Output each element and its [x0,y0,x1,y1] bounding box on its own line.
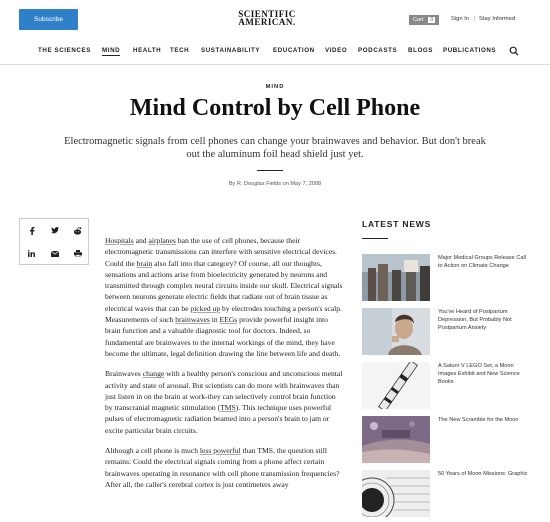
news-thumbnail-woman[interactable] [362,308,430,355]
text-run: Brainwaves [105,369,143,379]
nav-item-health[interactable]: HEALTH [133,47,162,54]
article-body [105,235,345,499]
text-run: and [133,236,149,245]
email-share-button[interactable] [43,242,66,265]
news-headline[interactable]: Major Medical Groups Release Call to Action on Climate Change [438,255,526,269]
nav-item-the-sciences[interactable]: THE SCIENCES [38,47,91,54]
article-kicker[interactable]: MIND [265,84,285,90]
text-run: by electrodes touching a person's scalp. Measurements of such [105,303,342,325]
article-byline: By R. Douglas Fields on May 7, 2008 [228,181,322,187]
nav-item-education[interactable]: EDUCATION [273,47,315,54]
nav-item-sustainability[interactable]: SUSTAINABILITY [201,47,261,54]
print-button[interactable] [66,242,89,265]
title-divider [257,170,283,171]
news-headline[interactable]: The New Scramble for the Moon [438,417,519,423]
nav-item-publications[interactable]: PUBLICATIONS [443,47,497,54]
print-icon [74,250,82,257]
nav-item-tech[interactable]: TECH [170,47,190,54]
text-run: than TMS, the question still remains: Could the electrical signals coming from a phone affect certain brainwaves operating in resonance with cell phone transmission frequencies? After all, the caller's cerebral cortex is just centimeters away [105,446,340,489]
article-paragraph [105,235,345,359]
email-icon [51,251,59,257]
link-change[interactable]: change [142,369,165,379]
separator: | [474,16,476,22]
article-title: Mind Control by Cell Phone [129,95,421,121]
link-airplanes[interactable]: airplanes [148,236,176,245]
news-headline[interactable]: A Saturn V LEGO Set, a Moon Images Exhibit and New Science Books [438,363,520,385]
link-brainwaves[interactable]: brainwaves [175,315,210,325]
article-paragraph [105,445,345,490]
stay-informed-link[interactable]: Stay Informed [479,16,516,22]
search-icon[interactable] [509,46,519,56]
text-run: ban the use of cell phones, because their electromagnetic transmissions can interfere with sensitive electrical devices. Could the [105,236,337,268]
site-logo[interactable] [232,10,302,26]
text-run: ). This technique uses powerful pulses of electromagnetic radiation beamed into a person's brain to jam or excite particular brain circuits. [105,403,332,435]
text-run: provide powerful insight into brain function and a valuable diagnostic tool for doctors. Indeed, so fundamental are brainwaves to the internal workings of the mind, they have become the ultimate, legal definition drawing the line between life and death. [105,315,341,358]
main-nav [0,40,550,65]
text-run: with a healthy person's conscious and unconscious mental activity and state of arousal. But scientists can do more with brainwaves than just listen in on the brain at work-they can selectively control brain function by transcranial magnetic stimulation ( [105,369,343,413]
latest-news-divider [362,238,388,239]
link-tms[interactable]: TMS [220,403,236,413]
text-run: Although a cell phone is much [105,446,200,456]
news-item[interactable] [362,470,532,518]
news-item[interactable] [362,416,532,464]
cart-label: Cart [413,17,424,23]
share-box [19,218,89,265]
top-bar [0,0,550,40]
twitter-icon [51,227,59,234]
news-item[interactable] [362,362,532,410]
news-item[interactable] [362,254,532,302]
facebook-share-button[interactable] [20,219,43,242]
text-run: also fall into that category? Of course, all our thoughts, sensations and actions arise from bioelectricity generated by neurons and transmitted through complex neural circuits inside our skull. Electrical signals between neurons generate electric fields that radiate out of brain tissue as electrical waves that can be [105,258,343,313]
reddit-share-button[interactable] [66,219,89,242]
latest-news-heading: LATEST NEWS [362,219,432,229]
linkedin-icon [28,250,35,257]
logo-line-2: AMERICAN. [238,17,296,27]
news-thumbnail-graphic[interactable] [362,470,430,517]
reddit-icon [73,227,82,235]
article-paragraph [105,368,345,436]
linkedin-share-button[interactable] [20,242,43,265]
link-brain[interactable]: brain [136,258,153,268]
sign-in-link[interactable]: Sign In [451,16,470,22]
news-thumbnail-moon[interactable] [362,416,430,463]
news-headline[interactable]: You've Heard of Postpartum Depression, But Probably Not Postpartum Anxiety [438,309,512,331]
news-thumbnail-protest[interactable] [362,254,430,301]
news-item[interactable] [362,308,532,356]
logo-line-1: SCIENTIFIC [238,9,296,19]
subscribe-button[interactable]: Subscribe [19,9,78,30]
text-run: in [209,315,220,325]
cart-count: 0 [430,17,434,23]
nav-item-podcasts[interactable]: PODCASTS [358,47,398,54]
nav-item-video[interactable]: VIDEO [325,47,348,54]
link-picked-up[interactable]: picked up [190,303,221,313]
nav-item-mind[interactable]: MIND [102,47,121,54]
facebook-icon [29,227,35,235]
cart-button[interactable] [409,15,439,25]
link-eegs[interactable]: EEGs [219,315,238,325]
twitter-share-button[interactable] [43,219,66,242]
link-less-powerful[interactable]: less powerful [199,446,241,456]
link-hospitals[interactable]: Hospitals [105,236,134,245]
article-subtitle: Electromagnetic signals from cell phones can change your brainwaves and behavior. But don't break out the aluminum foil head shield just yet. [64,136,486,160]
news-headline[interactable]: 50 Years of Moon Missions: Graphic [438,471,528,477]
nav-item-blogs[interactable]: BLOGS [408,47,434,54]
news-thumbnail-rocket[interactable] [362,362,430,409]
